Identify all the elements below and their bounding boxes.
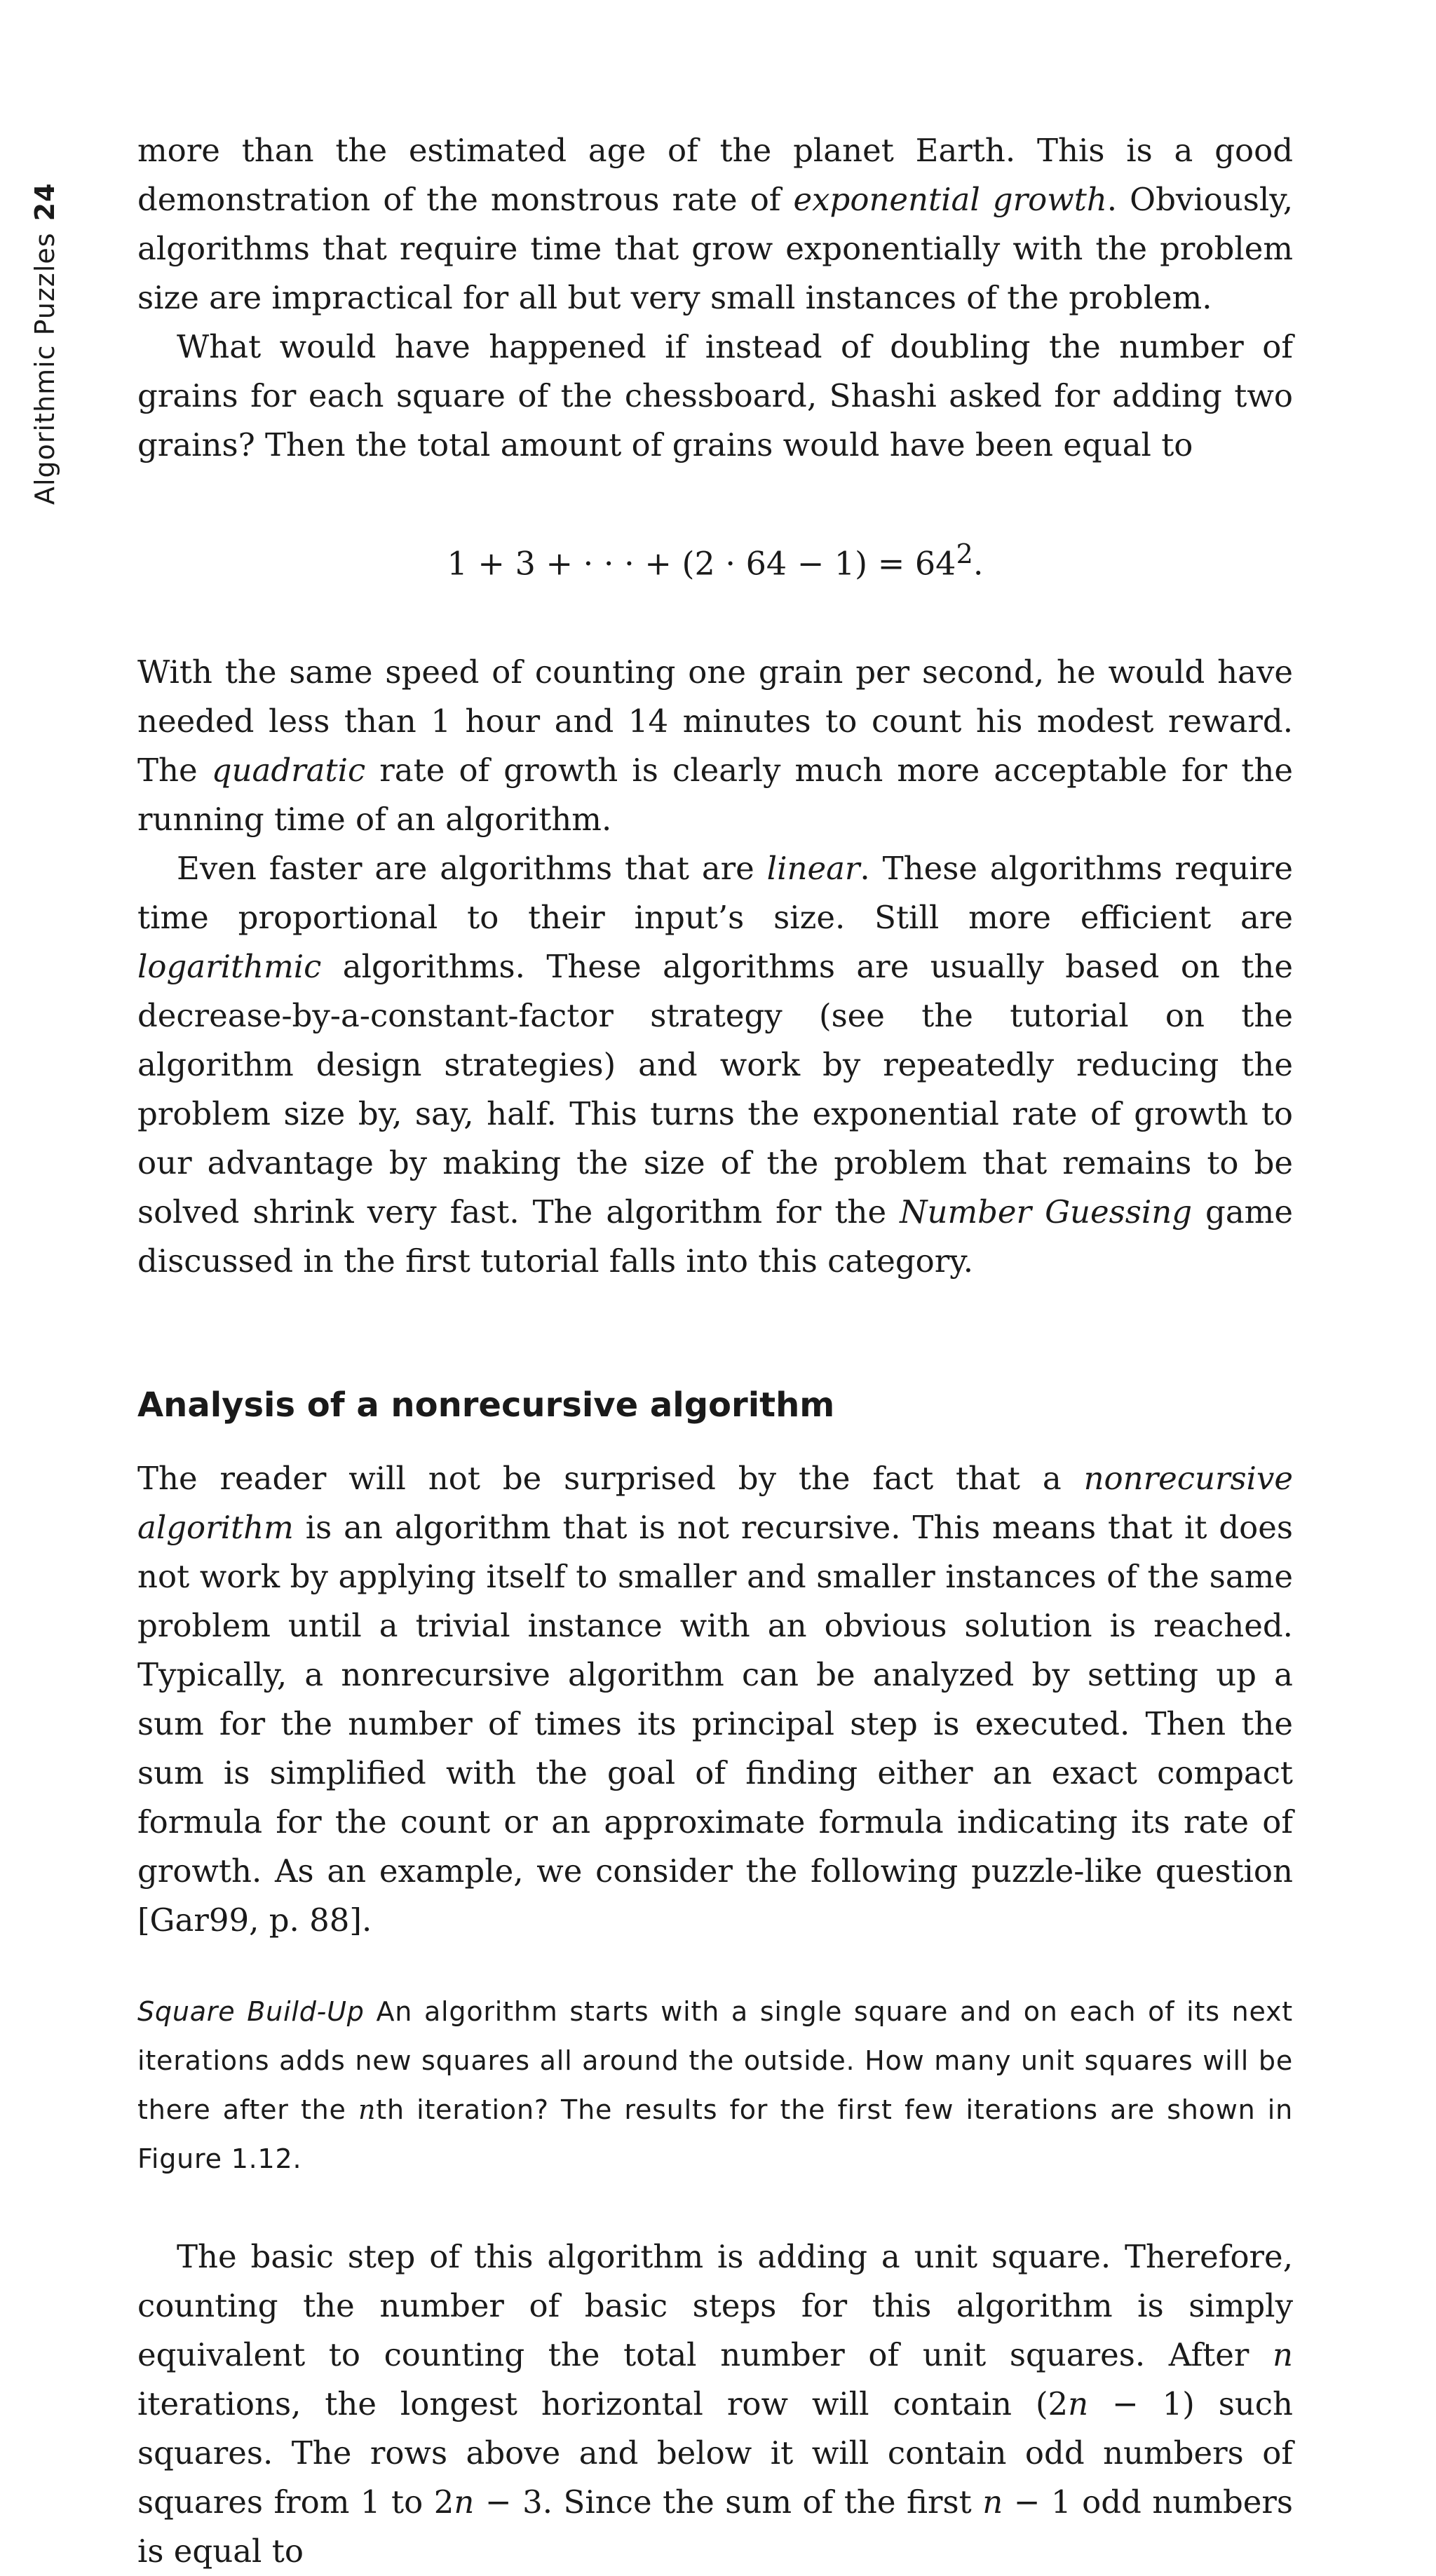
text-run: algorithms. These algorithms are usually based on the decrease-by-a-constant-factor strategy (see the tutorial on the algorithm design strategies) and work by repeatedly reducing the problem size by, say, half. This turns the exponential rate of growth to our advantage by making the size of the problem that remains to be solved shrink very fast. The algorithm for the xyxy=(137,948,1293,1231)
equation-exponent: 2 xyxy=(956,538,973,570)
paragraph xyxy=(137,1454,1293,1945)
math-variable: n xyxy=(454,2483,475,2521)
text-run: − 1) such squares. The rows above and below it will contain odd numbers of squares from 1 to 2 xyxy=(137,2385,1293,2521)
running-title: Algorithmic Puzzles xyxy=(29,232,60,505)
paragraph xyxy=(137,323,1293,470)
text-run: − 1 odd numbers is equal to xyxy=(137,2483,1294,2570)
emphasis: quadratic xyxy=(211,752,366,789)
paragraph xyxy=(137,126,1293,323)
page-body xyxy=(137,126,1293,2576)
text-run: The reader will not be surprised by the fact that a xyxy=(137,1460,1084,1498)
text-run: . Obviously, algorithms that require time that grow exponentially with the problem size are impractical for all but very small instances of the problem. xyxy=(137,181,1293,316)
text-run: With the same speed of counting one grain per second, he would have needed less than 1 hour and 14 minutes to count his modest reward. The xyxy=(137,653,1293,789)
text-run: . These algorithms require time proportional to their input’s size. Still more efficient are xyxy=(137,850,1293,937)
math-variable: n xyxy=(1068,2385,1089,2423)
text-run: is an algorithm that is not recursive. This means that it does not work by applying itself to smaller and smaller instances of the same problem until a trivial instance with an obvious solution is reached. Typically, a nonrecursive algorithm can be analyzed by setting up a sum for the number of times its principal step is executed. Then the sum is simplified with the goal of finding either an exact compact formula for the count or an approximate formula indicating its rate of growth. As an example, we consider the following puzzle-like question [Gar99, p. 88]. xyxy=(137,1509,1293,1939)
math-variable: n xyxy=(358,2094,377,2126)
emphasis: exponential growth xyxy=(793,181,1107,218)
puzzle-statement xyxy=(137,1987,1293,2183)
text-run: The basic step of this algorithm is adding a unit square. Therefore, counting the number of basic steps for this algorithm is simply equivalent to counting the total number of unit squares. After xyxy=(137,2238,1293,2374)
section-heading: Analysis of a nonrecursive algorithm xyxy=(137,1385,835,1425)
paragraph xyxy=(137,2232,1293,2576)
text-run: th iteration? The results for the first few iterations are shown in Figure 1.12. xyxy=(137,2094,1293,2175)
emphasis: logarithmic xyxy=(137,948,322,986)
math-variable: n xyxy=(1273,2336,1293,2374)
equation-body: 1 + 3 + · · · + (2 · 64 − 1) = 64 xyxy=(447,544,956,583)
equation-end: . xyxy=(973,544,984,583)
puzzle-name: Square Build-Up xyxy=(137,1996,365,2028)
paragraph xyxy=(137,648,1293,844)
paragraph xyxy=(137,844,1293,1286)
text-run: − 3. Since the sum of the first xyxy=(474,2483,983,2521)
text-run: iterations, the longest horizontal row will contain (2 xyxy=(137,2385,1069,2423)
emphasis: nonrecursive algorithm xyxy=(137,1460,1293,1547)
text-run: more than the estimated age of the planet Earth. This is a good demonstration of the monstrous rate of xyxy=(137,132,1293,218)
emphasis: Number Guessing xyxy=(900,1193,1193,1231)
text-run: Even faster are algorithms that are xyxy=(177,850,767,888)
display-equation xyxy=(137,530,1293,588)
emphasis: linear xyxy=(766,850,860,888)
text-run: game discussed in the first tutorial falls into this category. xyxy=(137,1193,1293,1280)
text-run: An algorithm starts with a single square and on each of its next iterations adds new squares all around the outside. How many unit squares will be there after the xyxy=(137,1996,1293,2126)
text-run: rate of growth is clearly much more acceptable for the running time of an algorithm. xyxy=(137,752,1293,839)
text-run: What would have happened if instead of doubling the number of grains for each square of the chessboard, Shashi asked for adding two grains? Then the total amount of grains would have been equal to xyxy=(137,328,1293,463)
math-variable: n xyxy=(982,2483,1003,2521)
page-number: 24 xyxy=(29,182,60,222)
